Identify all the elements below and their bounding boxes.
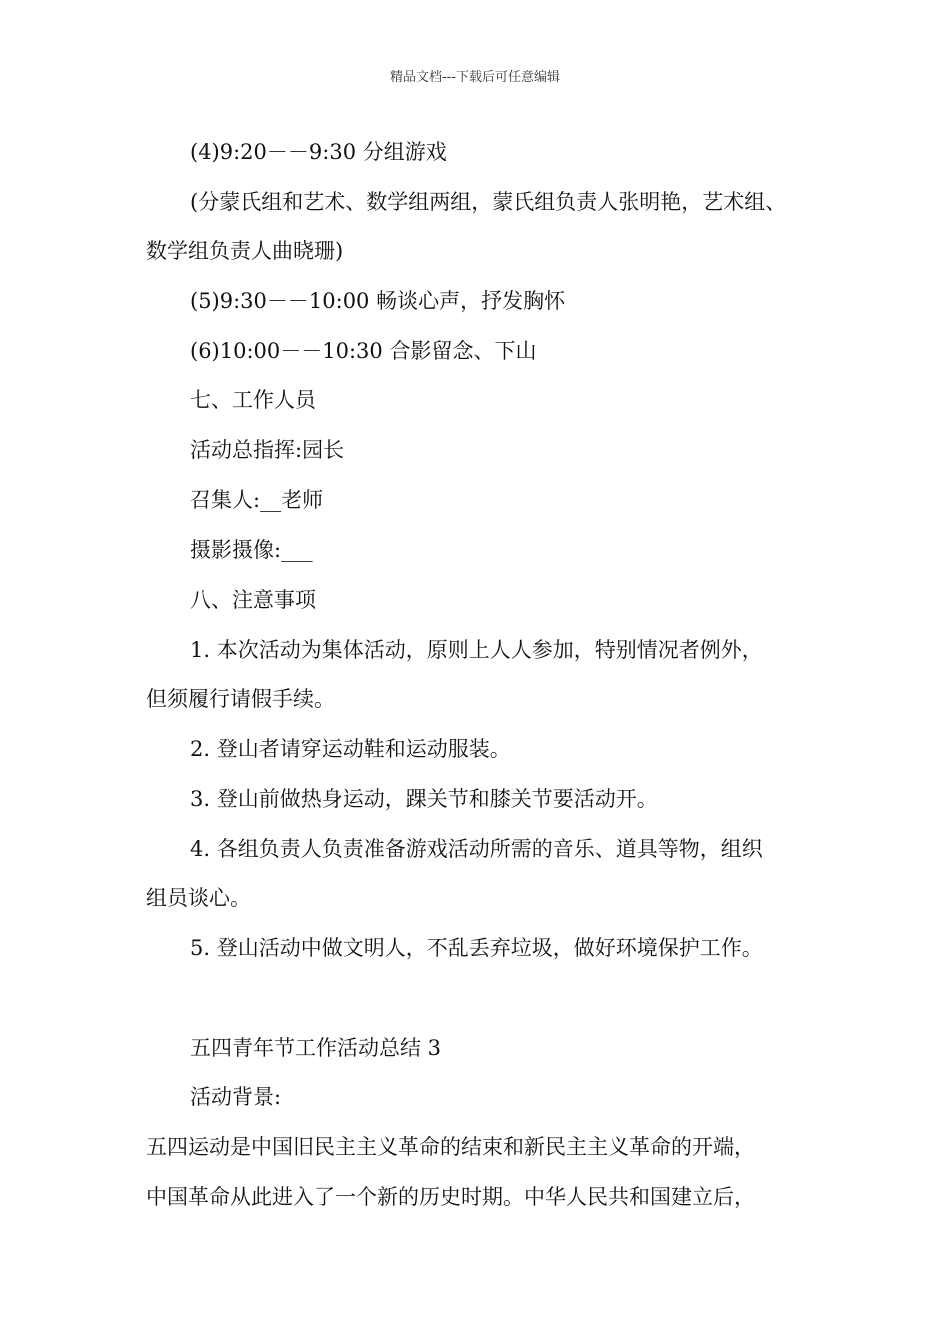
staff-photographer: 摄影摄像:___ <box>190 538 313 562</box>
section-title-summary-3: 五四青年节工作活动总结 3 <box>190 1036 442 1060</box>
staff-commander: 活动总指挥:园长 <box>190 438 345 462</box>
note-3: 3. 登山前做热身运动，踝关节和膝关节要活动开。 <box>190 787 658 811</box>
note-1-line-2: 但须履行请假手续。 <box>146 687 335 711</box>
section-heading-notes: 八、注意事项 <box>190 588 316 612</box>
note-1-line-1: 1. 本次活动为集体活动，原则上人人参加，特别情况者例外， <box>190 638 763 662</box>
section-heading-staff: 七、工作人员 <box>190 388 316 412</box>
note-2: 2. 登山者请穿运动鞋和运动服装。 <box>190 737 511 761</box>
background-paragraph-line-1: 五四运动是中国旧民主主义革命的结束和新民主主义革命的开端， <box>146 1135 755 1159</box>
schedule-item-5: (5)9:30－－10:00 畅谈心声，抒发胸怀 <box>190 289 566 313</box>
schedule-item-4: (4)9:20－－9:30 分组游戏 <box>190 140 447 164</box>
staff-convener: 召集人:__老师 <box>190 488 324 512</box>
page-header: 精品文档---下载后可任意编辑 <box>389 70 561 85</box>
schedule-item-6: (6)10:00－－10:30 合影留念、下山 <box>190 339 537 363</box>
group-note-line-2: 数学组负责人曲晓珊) <box>146 239 344 263</box>
note-4-line-1: 4. 各组负责人负责准备游戏活动所需的音乐、道具等物，组织 <box>190 837 763 861</box>
group-note-line-1: (分蒙氏组和艺术、数学组两组，蒙氏组负责人张明艳，艺术组、 <box>190 190 787 214</box>
note-5: 5. 登山活动中做文明人，不乱丢弃垃圾，做好环境保护工作。 <box>190 936 763 960</box>
background-heading: 活动背景: <box>190 1085 282 1109</box>
note-4-line-2: 组员谈心。 <box>146 886 251 910</box>
background-paragraph-line-2: 中国革命从此进入了一个新的历史时期。中华人民共和国建立后， <box>146 1185 755 1209</box>
